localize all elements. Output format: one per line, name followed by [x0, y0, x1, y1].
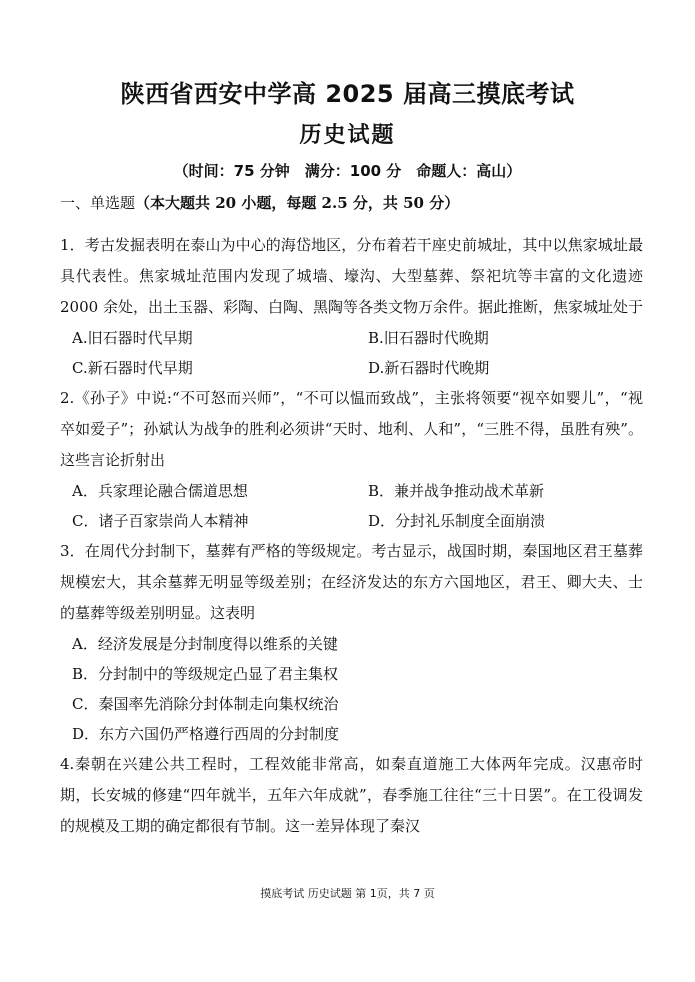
section-heading: [60, 192, 459, 213]
option-a: A．经济发展是分封制度得以维系的关键: [72, 635, 338, 653]
question-2: [60, 383, 643, 536]
option-b: B.旧石器时代晚期: [368, 329, 489, 347]
question-stem: 3．在周代分封制下，墓葬有严格的等级规定。考古显示，战国时期，秦国地区君王墓葬规模宏大，其余墓葬无明显等级差别；在经济发达的东方六国地区，君王、卿大夫、士的墓葬等级差别明显。这表明: [60, 542, 643, 622]
section-note: （本大题共 20 小题，每题 2.5 分，共 50 分）: [135, 194, 460, 212]
question-4: [60, 749, 643, 842]
option-c: C．诸子百家崇尚人本精神: [72, 512, 249, 530]
question-stem: 4.秦朝在兴建公共工程时，工程效能非常高，如秦直道施工大体两年完成。汉惠帝时期，长安城的修建“四年就半，五年六年成就”，春季施工往往“三十日罢”。在工役调发的规模及工期的确定都很有节制。这一差异体现了秦汉: [60, 755, 643, 835]
question-stem: 2.《孙子》中说:“不可怒而兴师”，“不可以愠而致战”，主张将领要“视卒如婴儿”，“视卒如爱子”；孙斌认为战争的胜利必须讲“天时、地利、人和”，“三胜不得，虽胜有殃”。这些言论折射出: [60, 389, 643, 469]
page-title: 陕西省西安中学高 2025 届高三摸底考试: [120, 80, 575, 108]
section-label: 一、单选题: [60, 194, 136, 212]
option-a: A．兵家理论融合儒道思想: [72, 482, 248, 500]
page-subtitle: 历史试题: [299, 122, 396, 148]
question-1: [60, 230, 643, 383]
option-c: C．秦国率先消除分封体制走向集权统治: [72, 695, 339, 713]
option-d: D．东方六国仍严格遵行西周的分封制度: [72, 725, 340, 743]
option-a: A.旧石器时代早期: [72, 329, 193, 347]
exam-info: （时间：75 分钟 满分：100 分 命题人：高山）: [173, 162, 522, 180]
question-list: [60, 230, 643, 842]
options: [60, 629, 643, 749]
page-footer: 摸底考试 历史试题 第 1页，共 7 页: [260, 887, 435, 900]
option-d: D．分封礼乐制度全面崩溃: [368, 512, 546, 530]
option-b: B．兼并战争推动战术革新: [368, 482, 545, 500]
options: [60, 476, 643, 536]
option-c: C.新石器时代早期: [72, 359, 193, 377]
options: [60, 323, 643, 383]
option-d: D.新石器时代晚期: [368, 359, 490, 377]
question-stem: 1．考古发掘表明在泰山为中心的海岱地区，分布着若干座史前城址，其中以焦家城址最具代表性。焦家城址范围内发现了城墙、壕沟、大型墓葬、祭祀坑等丰富的文化遗迹 2000 余处，出土玉器、彩陶、白陶、黑陶等各类文物万余件。据此推断，焦家城址处于: [60, 236, 643, 316]
option-b: B．分封制中的等级规定凸显了君主集权: [72, 665, 339, 683]
question-3: [60, 536, 643, 749]
